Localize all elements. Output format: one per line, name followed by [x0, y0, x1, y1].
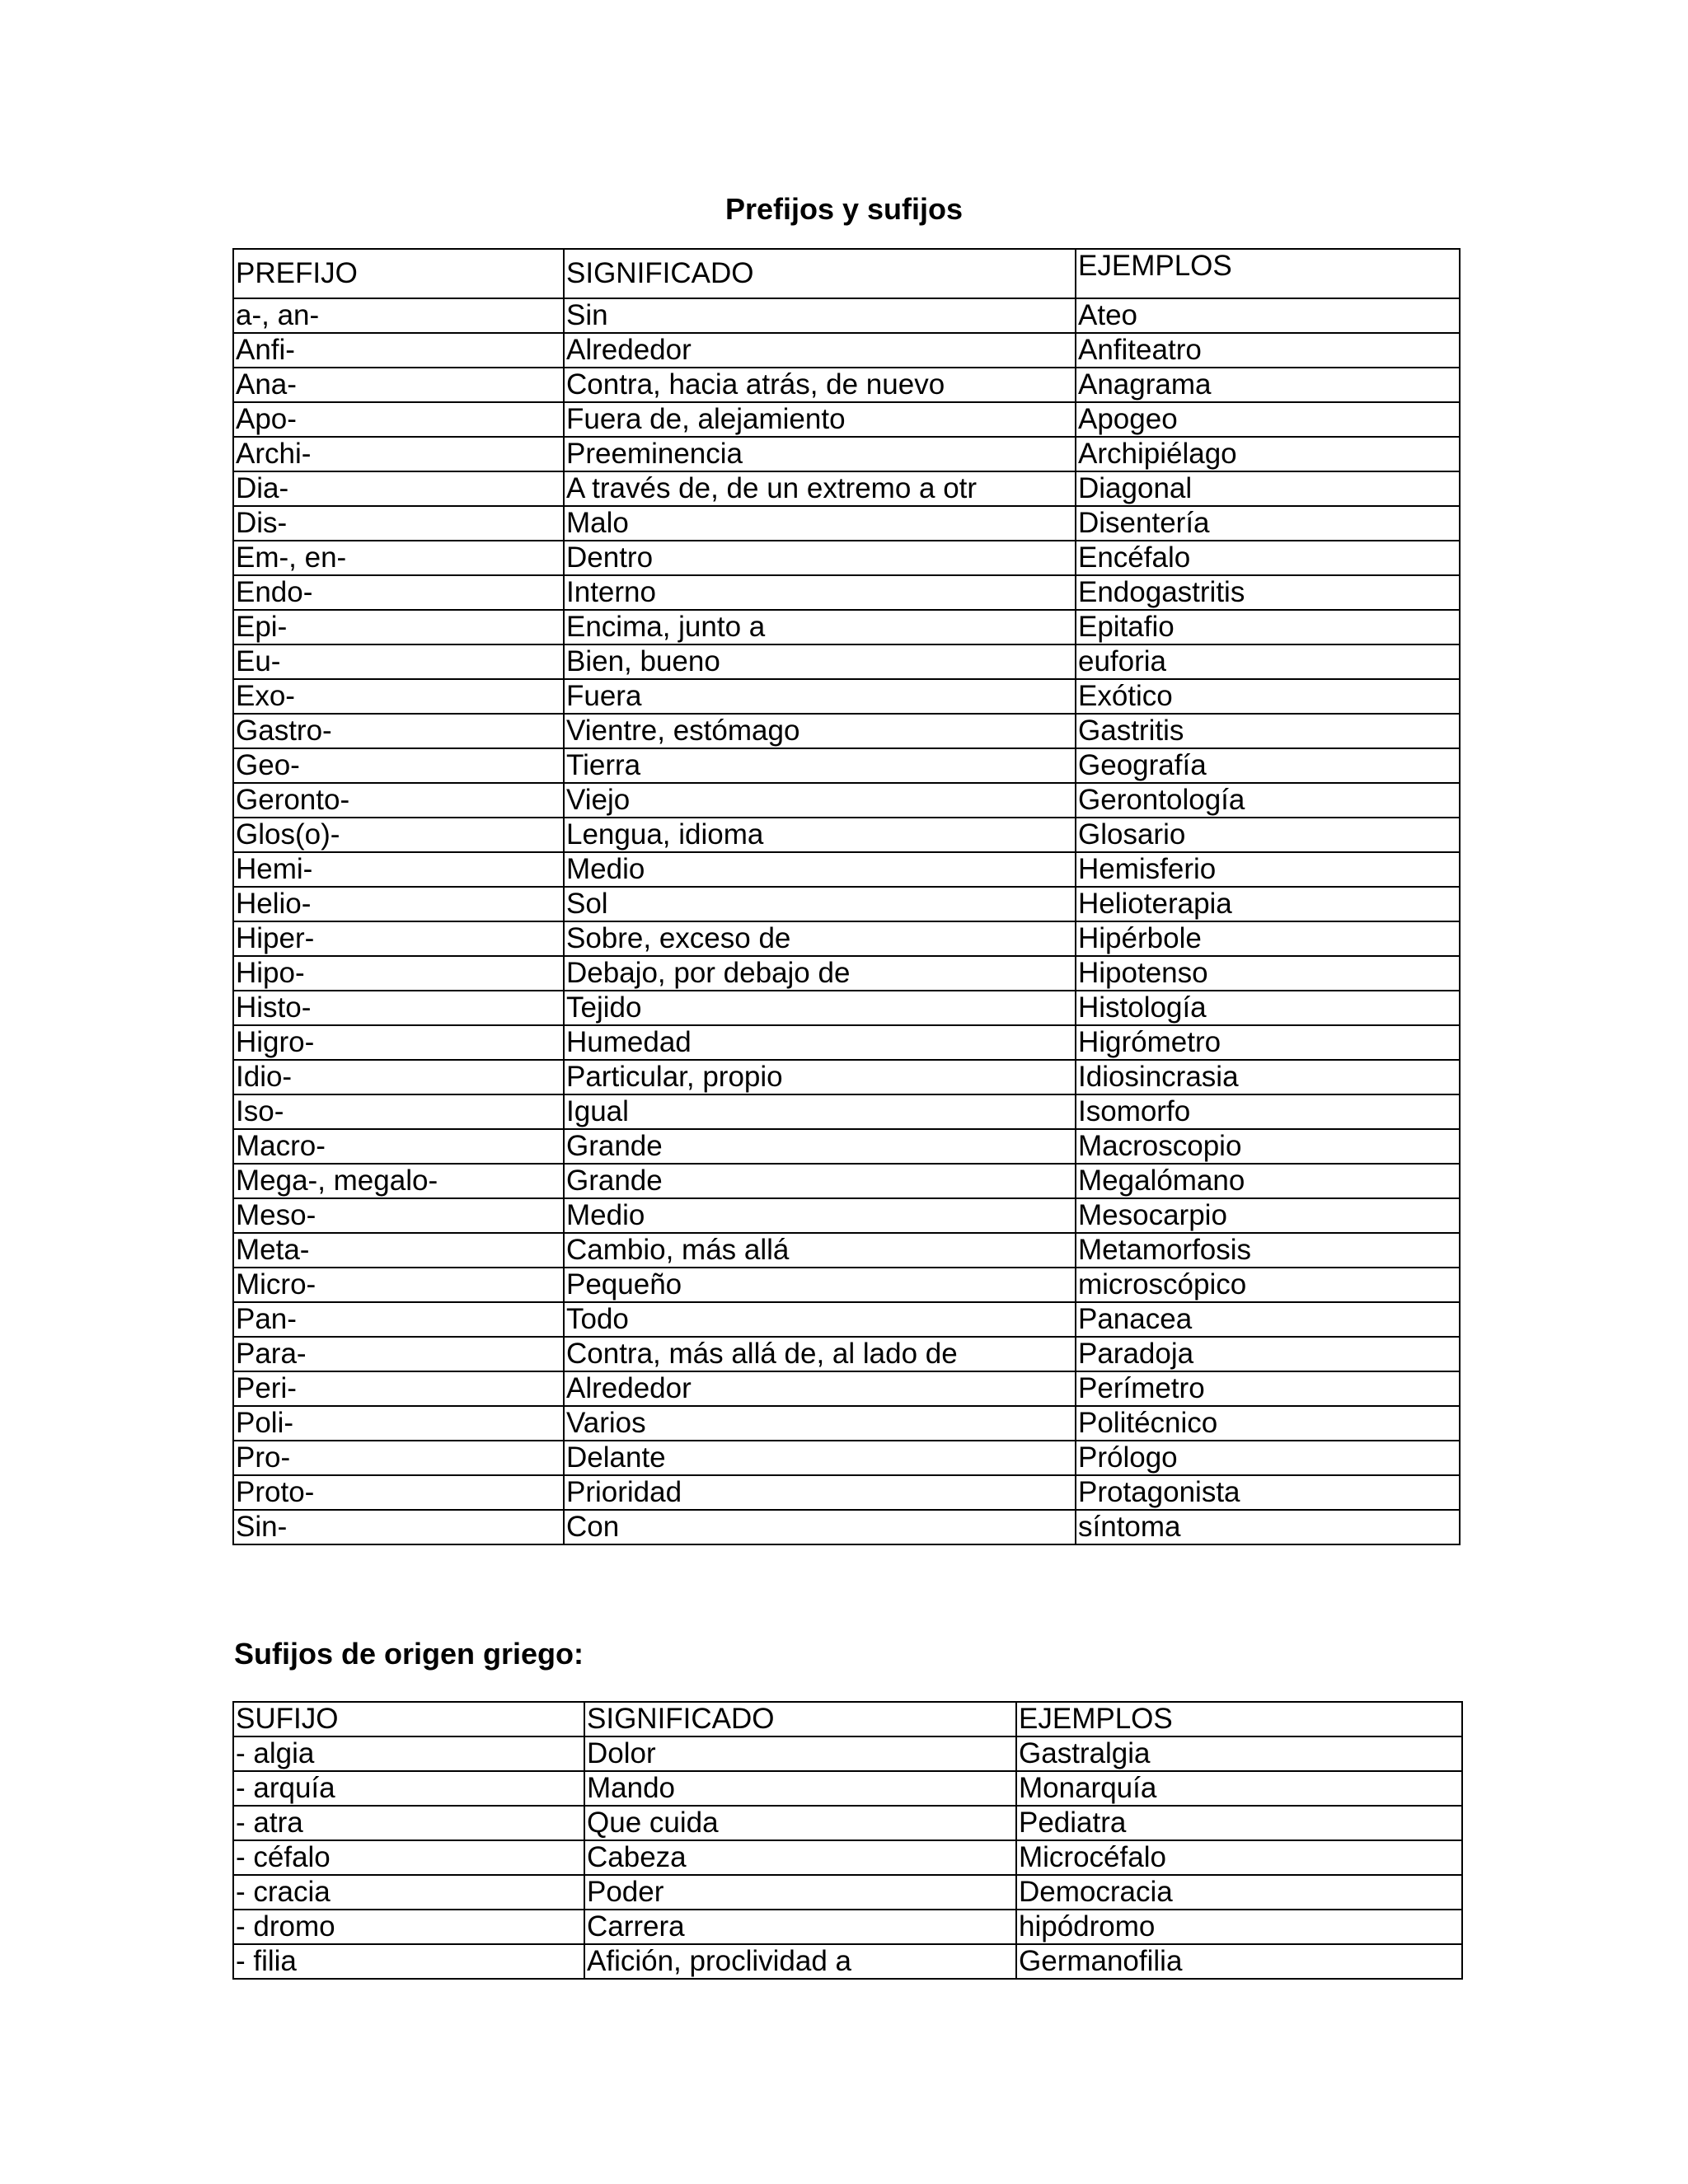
cell-term: Geo- — [233, 748, 564, 783]
cell-term: Para- — [233, 1337, 564, 1371]
prefix-row — [233, 1510, 1460, 1544]
cell-term: Endo- — [233, 575, 564, 610]
cell-example: Isomorfo — [1076, 1094, 1460, 1129]
prefix-row — [233, 644, 1460, 679]
cell-meaning: Grande — [564, 1129, 1076, 1164]
prefix-row — [233, 368, 1460, 402]
header-significado: SIGNIFICADO — [564, 249, 1076, 298]
header-sufijo: SUFIJO — [233, 1702, 584, 1736]
cell-term: Gastro- — [233, 714, 564, 748]
cell-meaning: Viejo — [564, 783, 1076, 818]
prefix-row — [233, 1337, 1460, 1371]
prefix-row — [233, 783, 1460, 818]
cell-term: Anfi- — [233, 333, 564, 368]
cell-term: Hemi- — [233, 852, 564, 887]
prefix-row — [233, 887, 1460, 921]
cell-example: Gastralgia — [1016, 1736, 1462, 1771]
cell-term: Helio- — [233, 887, 564, 921]
cell-meaning: Bien, bueno — [564, 644, 1076, 679]
cell-example: Gastritis — [1076, 714, 1460, 748]
cell-example: Helioterapia — [1076, 887, 1460, 921]
cell-meaning: Encima, junto a — [564, 610, 1076, 644]
cell-meaning: Lengua, idioma — [564, 818, 1076, 852]
suffixes-section-title: Sufijos de origen griego: — [234, 1637, 584, 1671]
cell-meaning: Sobre, exceso de — [564, 921, 1076, 956]
cell-example: Democracia — [1016, 1875, 1462, 1910]
cell-meaning: Dentro — [564, 541, 1076, 575]
prefix-row — [233, 1094, 1460, 1129]
cell-meaning: Sol — [564, 887, 1076, 921]
prefix-row — [233, 1268, 1460, 1302]
prefix-row — [233, 1475, 1460, 1510]
prefix-row — [233, 1198, 1460, 1233]
cell-example: Monarquía — [1016, 1771, 1462, 1806]
cell-term: Hipo- — [233, 956, 564, 991]
cell-meaning: Malo — [564, 506, 1076, 541]
cell-example: Glosario — [1076, 818, 1460, 852]
cell-example: Politécnico — [1076, 1406, 1460, 1441]
cell-term: Meta- — [233, 1233, 564, 1268]
prefix-row — [233, 437, 1460, 471]
suffix-row — [233, 1944, 1462, 1979]
header-ejemplos: EJEMPLOS — [1076, 249, 1460, 298]
cell-term: Histo- — [233, 991, 564, 1025]
cell-term: Dia- — [233, 471, 564, 506]
cell-meaning: Tierra — [564, 748, 1076, 783]
suffix-row — [233, 1736, 1462, 1771]
cell-term: Eu- — [233, 644, 564, 679]
cell-term: Macro- — [233, 1129, 564, 1164]
cell-meaning: Medio — [564, 1198, 1076, 1233]
cell-meaning: Particular, propio — [564, 1060, 1076, 1094]
prefixes-table — [232, 248, 1461, 1545]
cell-meaning: Afición, proclividad a — [584, 1944, 1016, 1979]
cell-example: Ateo — [1076, 298, 1460, 333]
cell-example: Gerontología — [1076, 783, 1460, 818]
cell-example: Microcéfalo — [1016, 1840, 1462, 1875]
cell-meaning: Varios — [564, 1406, 1076, 1441]
suffixes-header-row — [233, 1702, 1462, 1736]
cell-term: Higro- — [233, 1025, 564, 1060]
cell-meaning: Interno — [564, 575, 1076, 610]
cell-meaning: Mando — [584, 1771, 1016, 1806]
header-significado: SIGNIFICADO — [584, 1702, 1016, 1736]
cell-meaning: Poder — [584, 1875, 1016, 1910]
prefix-row — [233, 1060, 1460, 1094]
prefix-row — [233, 402, 1460, 437]
cell-term: Hiper- — [233, 921, 564, 956]
cell-example: Macroscopio — [1076, 1129, 1460, 1164]
prefix-row — [233, 471, 1460, 506]
cell-example: Mesocarpio — [1076, 1198, 1460, 1233]
cell-example: Exótico — [1076, 679, 1460, 714]
cell-meaning: Con — [564, 1510, 1076, 1544]
cell-example: Anagrama — [1076, 368, 1460, 402]
cell-example: hipódromo — [1016, 1910, 1462, 1944]
cell-term: - filia — [233, 1944, 584, 1979]
cell-example: Prólogo — [1076, 1441, 1460, 1475]
cell-term: Sin- — [233, 1510, 564, 1544]
cell-term: Iso- — [233, 1094, 564, 1129]
suffixes-table — [232, 1701, 1463, 1980]
cell-example: Idiosincrasia — [1076, 1060, 1460, 1094]
cell-meaning: Cabeza — [584, 1840, 1016, 1875]
cell-example: Paradoja — [1076, 1337, 1460, 1371]
cell-example: Disentería — [1076, 506, 1460, 541]
page-title: Prefijos y sufijos — [724, 192, 964, 226]
cell-meaning: Carrera — [584, 1910, 1016, 1944]
cell-meaning: Prioridad — [564, 1475, 1076, 1510]
cell-term: Em-, en- — [233, 541, 564, 575]
cell-term: Idio- — [233, 1060, 564, 1094]
cell-meaning: Dolor — [584, 1736, 1016, 1771]
prefix-row — [233, 852, 1460, 887]
cell-term: - arquía — [233, 1771, 584, 1806]
prefix-row — [233, 1164, 1460, 1198]
cell-meaning: Cambio, más allá — [564, 1233, 1076, 1268]
cell-term: - atra — [233, 1806, 584, 1840]
cell-meaning: Alrededor — [564, 1371, 1076, 1406]
cell-example: Encéfalo — [1076, 541, 1460, 575]
cell-meaning: Tejido — [564, 991, 1076, 1025]
prefix-row — [233, 333, 1460, 368]
cell-example: Endogastritis — [1076, 575, 1460, 610]
cell-meaning: Medio — [564, 852, 1076, 887]
prefix-row — [233, 1371, 1460, 1406]
cell-example: Hemisferio — [1076, 852, 1460, 887]
cell-example: microscópico — [1076, 1268, 1460, 1302]
cell-meaning: Humedad — [564, 1025, 1076, 1060]
cell-meaning: Contra, hacia atrás, de nuevo — [564, 368, 1076, 402]
cell-term: Exo- — [233, 679, 564, 714]
prefix-row — [233, 541, 1460, 575]
cell-meaning: Que cuida — [584, 1806, 1016, 1840]
cell-example: Anfiteatro — [1076, 333, 1460, 368]
prefix-row — [233, 1129, 1460, 1164]
prefix-row — [233, 1441, 1460, 1475]
suffix-row — [233, 1806, 1462, 1840]
cell-meaning: Sin — [564, 298, 1076, 333]
prefix-row — [233, 956, 1460, 991]
prefix-row — [233, 748, 1460, 783]
cell-term: - céfalo — [233, 1840, 584, 1875]
prefix-row — [233, 818, 1460, 852]
cell-term: Meso- — [233, 1198, 564, 1233]
cell-example: Megalómano — [1076, 1164, 1460, 1198]
cell-example: Histología — [1076, 991, 1460, 1025]
suffix-row — [233, 1840, 1462, 1875]
cell-example: Germanofilia — [1016, 1944, 1462, 1979]
cell-meaning: Pequeño — [564, 1268, 1076, 1302]
prefix-row — [233, 610, 1460, 644]
suffix-row — [233, 1910, 1462, 1944]
cell-term: Glos(o)- — [233, 818, 564, 852]
cell-term: Mega-, megalo- — [233, 1164, 564, 1198]
prefix-row — [233, 1302, 1460, 1337]
cell-example: Hipotenso — [1076, 956, 1460, 991]
cell-term: - dromo — [233, 1910, 584, 1944]
prefixes-header-row — [233, 249, 1460, 298]
cell-example: Archipiélago — [1076, 437, 1460, 471]
prefix-row — [233, 575, 1460, 610]
cell-meaning: Alrededor — [564, 333, 1076, 368]
prefix-row — [233, 506, 1460, 541]
cell-example: Higrómetro — [1076, 1025, 1460, 1060]
cell-meaning: Debajo, por debajo de — [564, 956, 1076, 991]
cell-meaning: Fuera — [564, 679, 1076, 714]
cell-meaning: Grande — [564, 1164, 1076, 1198]
prefix-row — [233, 679, 1460, 714]
cell-example: euforia — [1076, 644, 1460, 679]
cell-term: Epi- — [233, 610, 564, 644]
cell-example: Metamorfosis — [1076, 1233, 1460, 1268]
prefix-row — [233, 921, 1460, 956]
cell-example: Protagonista — [1076, 1475, 1460, 1510]
prefix-row — [233, 1233, 1460, 1268]
cell-example: Epitafio — [1076, 610, 1460, 644]
cell-meaning: Preeminencia — [564, 437, 1076, 471]
cell-meaning: A través de, de un extremo a otr — [564, 471, 1076, 506]
cell-term: Micro- — [233, 1268, 564, 1302]
cell-term: Ana- — [233, 368, 564, 402]
cell-term: Pan- — [233, 1302, 564, 1337]
cell-term: Pro- — [233, 1441, 564, 1475]
prefix-row — [233, 714, 1460, 748]
suffix-row — [233, 1771, 1462, 1806]
cell-term: Apo- — [233, 402, 564, 437]
cell-meaning: Delante — [564, 1441, 1076, 1475]
cell-example: Hipérbole — [1076, 921, 1460, 956]
cell-term: Dis- — [233, 506, 564, 541]
cell-term: a-, an- — [233, 298, 564, 333]
cell-term: Peri- — [233, 1371, 564, 1406]
cell-example: Panacea — [1076, 1302, 1460, 1337]
cell-example: Diagonal — [1076, 471, 1460, 506]
prefix-row — [233, 991, 1460, 1025]
cell-example: Geografía — [1076, 748, 1460, 783]
cell-example: Perímetro — [1076, 1371, 1460, 1406]
suffix-row — [233, 1875, 1462, 1910]
cell-example: síntoma — [1076, 1510, 1460, 1544]
cell-meaning: Contra, más allá de, al lado de — [564, 1337, 1076, 1371]
cell-meaning: Fuera de, alejamiento — [564, 402, 1076, 437]
prefix-row — [233, 298, 1460, 333]
cell-meaning: Vientre, estómago — [564, 714, 1076, 748]
cell-term: - cracia — [233, 1875, 584, 1910]
cell-term: Archi- — [233, 437, 564, 471]
prefix-row — [233, 1406, 1460, 1441]
cell-example: Pediatra — [1016, 1806, 1462, 1840]
header-ejemplos: EJEMPLOS — [1016, 1702, 1462, 1736]
header-prefijo: PREFIJO — [233, 249, 564, 298]
prefix-row — [233, 1025, 1460, 1060]
cell-meaning: Igual — [564, 1094, 1076, 1129]
cell-term: Geronto- — [233, 783, 564, 818]
cell-meaning: Todo — [564, 1302, 1076, 1337]
cell-term: - algia — [233, 1736, 584, 1771]
cell-term: Poli- — [233, 1406, 564, 1441]
cell-term: Proto- — [233, 1475, 564, 1510]
cell-example: Apogeo — [1076, 402, 1460, 437]
